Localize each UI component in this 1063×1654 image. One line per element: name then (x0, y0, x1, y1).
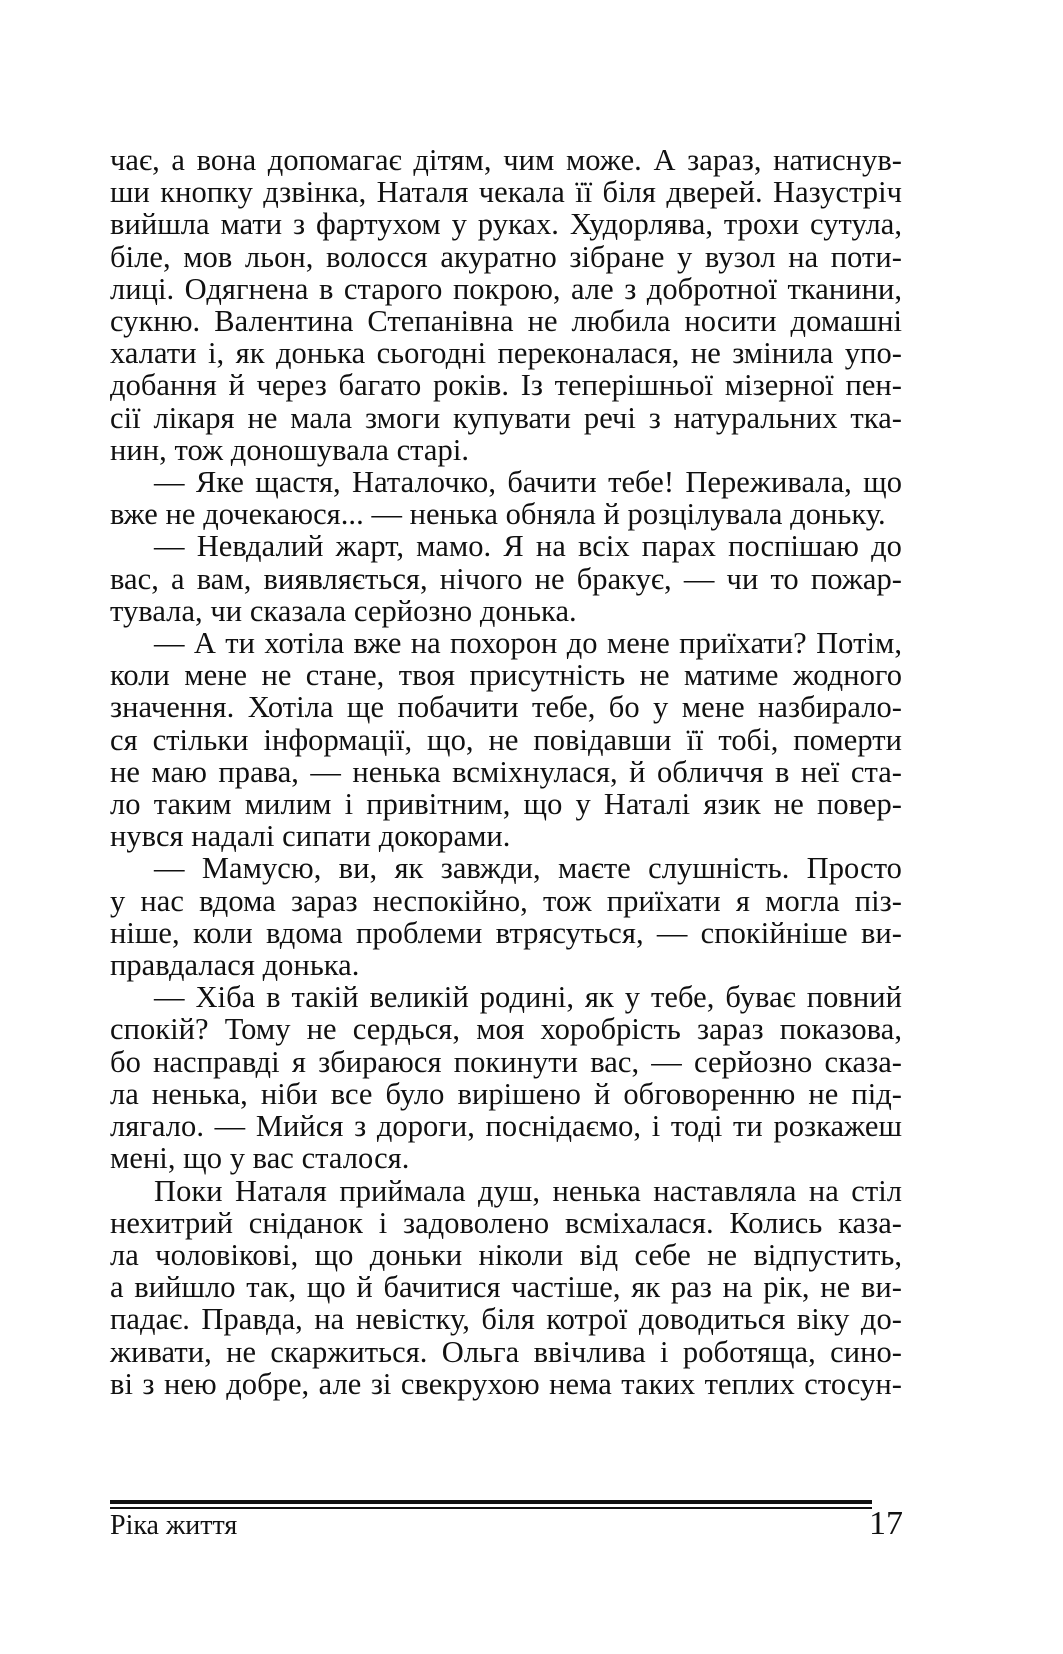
text-line: — А ти хотіла вже на похорон до мене приїхати? Потім, (154, 626, 902, 661)
text-line: — Мамусю, ви, як завжди, маєте слушність. Просто (154, 851, 902, 886)
text-line: живати, не скаржиться. Ольга ввічлива і роботяща, сино- (110, 1334, 902, 1369)
paragraph (110, 981, 902, 1174)
text-line: а вийшло так, що й бачитися частіше, як раз на рік, не ви- (110, 1270, 902, 1305)
text-line: сукню. Валентина Степанівна не любила носити домашні (110, 304, 902, 339)
text-line: ла ненька, ніби все було вирішено й обговоренню не під- (110, 1076, 902, 1111)
paragraph (110, 144, 902, 466)
text-line: у нас вдома зараз неспокійно, тож приїхати я могла піз- (110, 883, 902, 918)
text-line: ло таким милим і привітним, що у Наталі язик не повер- (110, 787, 902, 822)
text-line: падає. Правда, на невістку, біля котрої доводиться віку до- (110, 1302, 902, 1337)
text-line: нувся надалі сипати докорами. (110, 819, 511, 854)
paragraph (110, 1175, 902, 1400)
text-line: вас, а вам, виявляється, нічого не бракує, — чи то пожар- (110, 561, 902, 596)
footer-rule (110, 1500, 872, 1509)
text-line: Поки Наталя приймала душ, ненька наставляла на стіл (154, 1173, 902, 1208)
text-line: лягало. — Мийся з дороги, поснідаємо, і тоді ти розкажеш (110, 1109, 902, 1144)
text-line: тувала, чи сказала серйозно донька. (110, 593, 577, 628)
text-line: ши кнопку дзвінка, Наталя чекала її біля дверей. Назустріч (110, 175, 902, 210)
text-line: нин, тож доношувала старі. (110, 432, 470, 467)
running-footer-title: Ріка життя (110, 1510, 238, 1541)
text-line: спокій? Тому не сердься, моя хоробрість зараз показова, (110, 1012, 902, 1047)
text-line: чає, а вона допомагає дітям, чим може. А зараз, натиснув- (110, 143, 902, 177)
text-line: мені, що у вас сталося. (110, 1141, 410, 1176)
text-line: ся стільки інформації, що, не повідавши її тобі, померти (110, 722, 902, 757)
text-line: ла чоловікові, що доньки ніколи від себе не відпустить, (110, 1237, 902, 1272)
page-body (110, 144, 902, 1400)
paragraph (110, 466, 902, 530)
paragraph (110, 627, 902, 852)
text-line: біле, мов льон, волосся акуратно зібране у вузол на поти- (110, 239, 902, 274)
footer-rule-thick (110, 1500, 872, 1504)
page-number: 17 (869, 1505, 903, 1542)
text-line: ніше, коли вдома проблеми втрясуться, — спокійніше ви- (110, 915, 902, 950)
footer-rule-thin (110, 1507, 872, 1509)
text-line: — Хіба в такій великій родині, як у тебе, буває повний (154, 980, 902, 1015)
paragraph (110, 530, 902, 627)
text-line: вийшла мати з фартухом у руках. Худорлява, трохи сутула, (110, 207, 902, 242)
text-line: халати і, як донька сьогодні переконалася, не змінила упо- (110, 336, 902, 371)
text-line: не маю права, — ненька всміхнулася, й обличчя в неї ста- (110, 754, 902, 789)
text-line: ві з нею добре, але зі свекрухою нема таких теплих стосун- (110, 1366, 902, 1401)
text-line: нехитрий сніданок і задоволено всміхалася. Колись каза- (110, 1205, 902, 1240)
text-line: значення. Хотіла ще побачити тебе, бо у мене назбирало- (110, 690, 902, 725)
text-line: вже не дочекаюся... — ненька обняла й розцілувала доньку. (110, 497, 886, 532)
text-line: бо насправді я збираюся покинути вас, — серйозно сказа- (110, 1044, 902, 1079)
text-line: правдалася донька. (110, 948, 360, 983)
text-line: сії лікаря не мала змоги купувати речі з натуральних тка- (110, 400, 902, 435)
paragraph (110, 852, 902, 981)
text-line: лиці. Одягнена в старого покрою, але з добротної тканини, (110, 271, 902, 306)
text-line: добання й через багато років. Із теперішньої мізерної пен- (110, 368, 902, 403)
text-line: коли мене не стане, твоя присутність не матиме жодного (110, 658, 902, 693)
text-line: — Невдалий жарт, мамо. Я на всіх парах поспішаю до (154, 529, 902, 564)
text-line: — Яке щастя, Наталочко, бачити тебе! Переживала, що (154, 465, 902, 500)
